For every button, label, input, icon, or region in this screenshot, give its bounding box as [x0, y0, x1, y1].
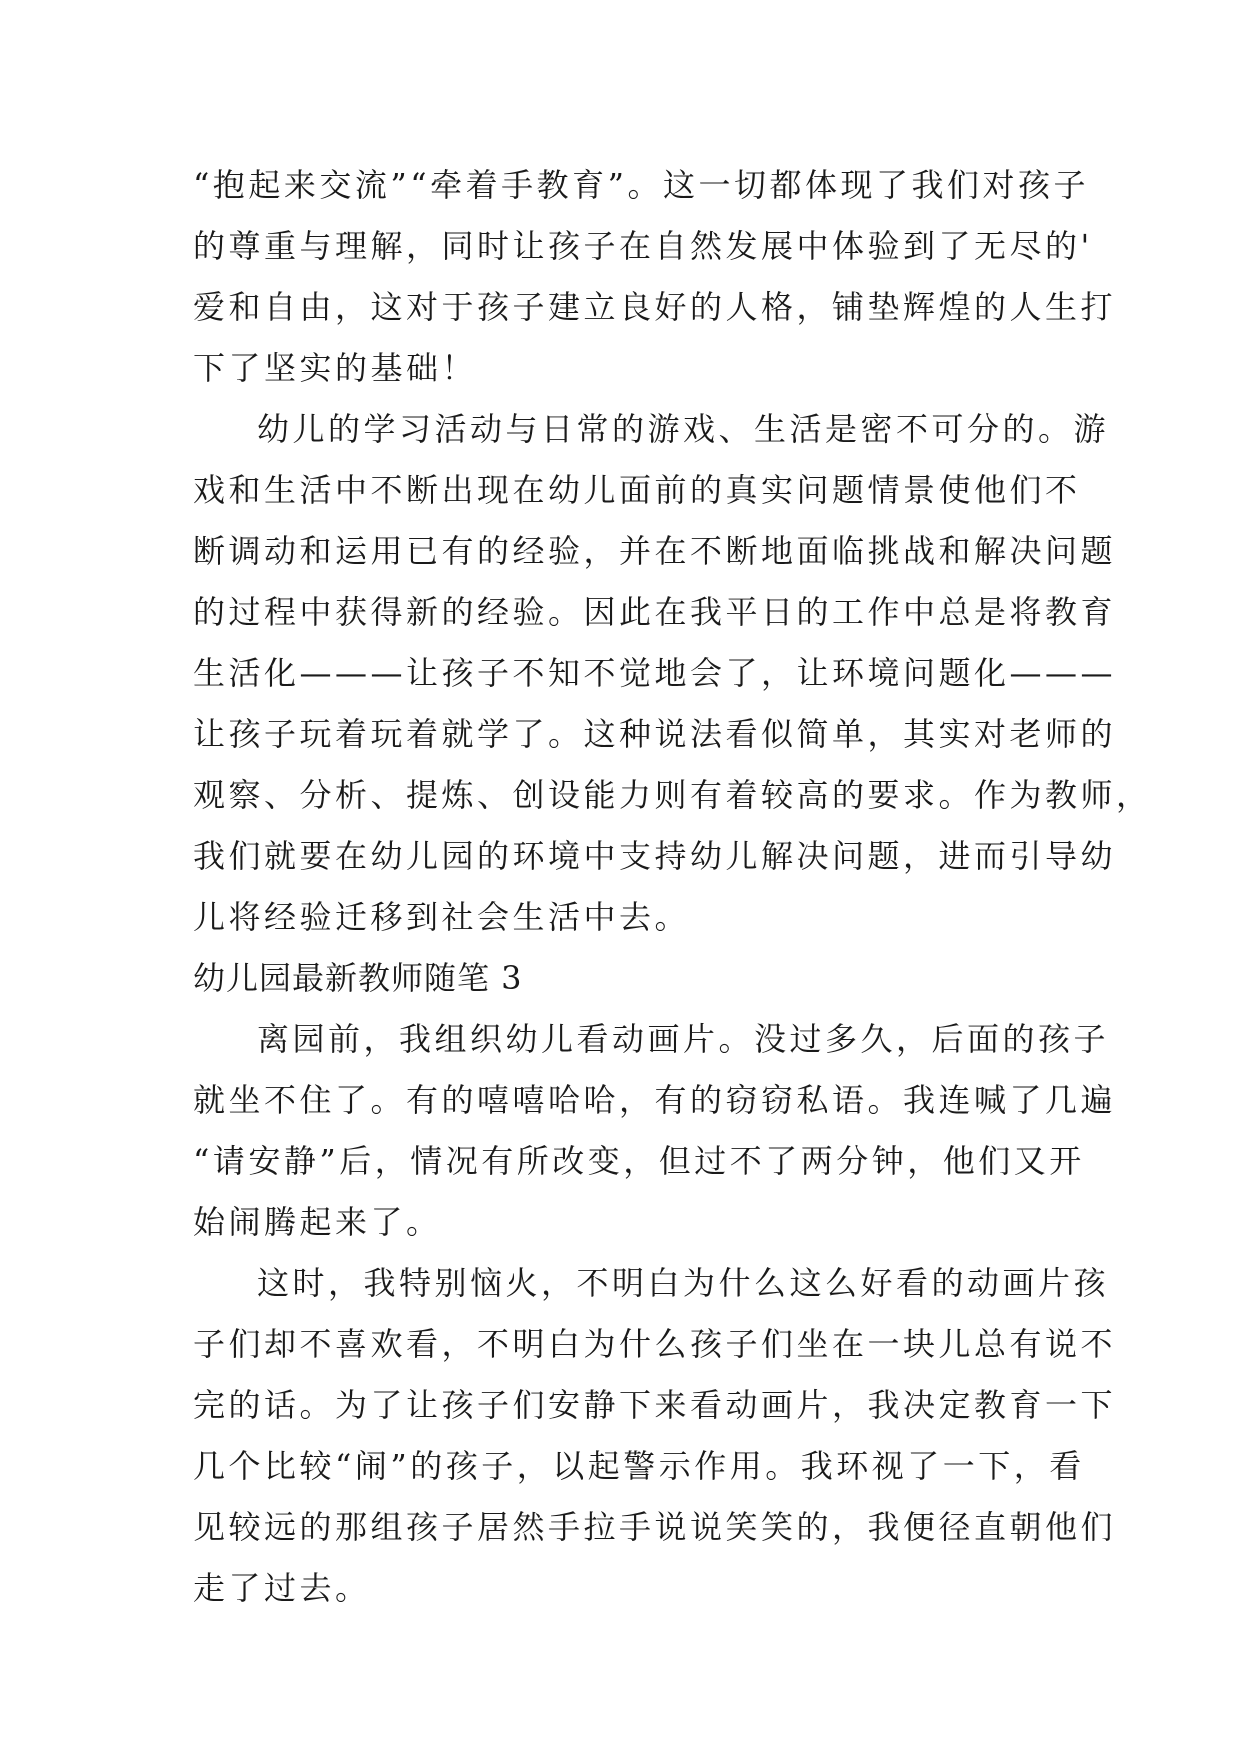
text-line: “抱起来交流”“牵着手教育”。这一切都体现了我们对孩子: [193, 166, 1089, 204]
text-line: 见较远的那组孩子居然手拉手说说笑笑的，我便径直朝他们: [193, 1508, 1117, 1546]
text-line: 的过程中获得新的经验。因此在我平日的工作中总是将教育: [193, 593, 1117, 631]
paragraph: [193, 1009, 1117, 1253]
text-line: 儿将经验迁移到社会生活中去。: [193, 898, 691, 936]
text-line: 让孩子玩着玩着就学了。这种说法看似简单，其实对老师的: [193, 715, 1117, 753]
text-line: 生活化———让孩子不知不觉地会了，让环境问题化———: [193, 654, 1117, 692]
text-line: 子们却不喜欢看，不明白为什么孩子们坐在一块儿总有说不: [193, 1325, 1117, 1363]
text-line: 离园前，我组织幼儿看动画片。没过多久，后面的孩子: [257, 1020, 1110, 1058]
text-line: 观察、分析、提炼、创设能力则有着较高的要求。作为教师，: [193, 776, 1152, 814]
text-line: 的尊重与理解，同时让孩子在自然发展中体验到了无尽的': [193, 227, 1093, 265]
text-line: 爱和自由，这对于孩子建立良好的人格，铺垫辉煌的人生打: [193, 288, 1117, 326]
text-line: 走了过去。: [193, 1569, 371, 1607]
paragraph: [193, 1253, 1117, 1619]
text-line: 这时，我特别恼火，不明白为什么这么好看的动画片孩: [257, 1264, 1110, 1302]
text-line: 戏和生活中不断出现在幼儿面前的真实问题情景使他们不: [193, 471, 1081, 509]
text-line: 断调动和运用已有的经验，并在不断地面临挑战和解决问题: [193, 532, 1117, 570]
text-line: 下了坚实的基础！: [193, 349, 478, 387]
text-line: “请安静”后，情况有所改变，但过不了两分钟，他们又开: [193, 1142, 1085, 1180]
text-line: 完的话。为了让孩子们安静下来看动画片，我决定教育一下: [193, 1386, 1117, 1424]
text-line: 几个比较“闹”的孩子，以起警示作用。我环视了一下，看: [193, 1447, 1085, 1485]
document-body: [193, 155, 1152, 1619]
heading-line: 幼儿园最新教师随笔 3: [193, 959, 523, 997]
section-heading: [193, 948, 1053, 1009]
paragraph: [193, 399, 1152, 948]
text-line: 幼儿的学习活动与日常的游戏、生活是密不可分的。游: [257, 410, 1110, 448]
text-line: 就坐不住了。有的嘻嘻哈哈，有的窃窃私语。我连喊了几遍: [193, 1081, 1117, 1119]
text-line: 我们就要在幼儿园的环境中支持幼儿解决问题，进而引导幼: [193, 837, 1117, 875]
paragraph-continuation: [193, 155, 1117, 399]
text-line: 始闹腾起来了。: [193, 1203, 442, 1241]
